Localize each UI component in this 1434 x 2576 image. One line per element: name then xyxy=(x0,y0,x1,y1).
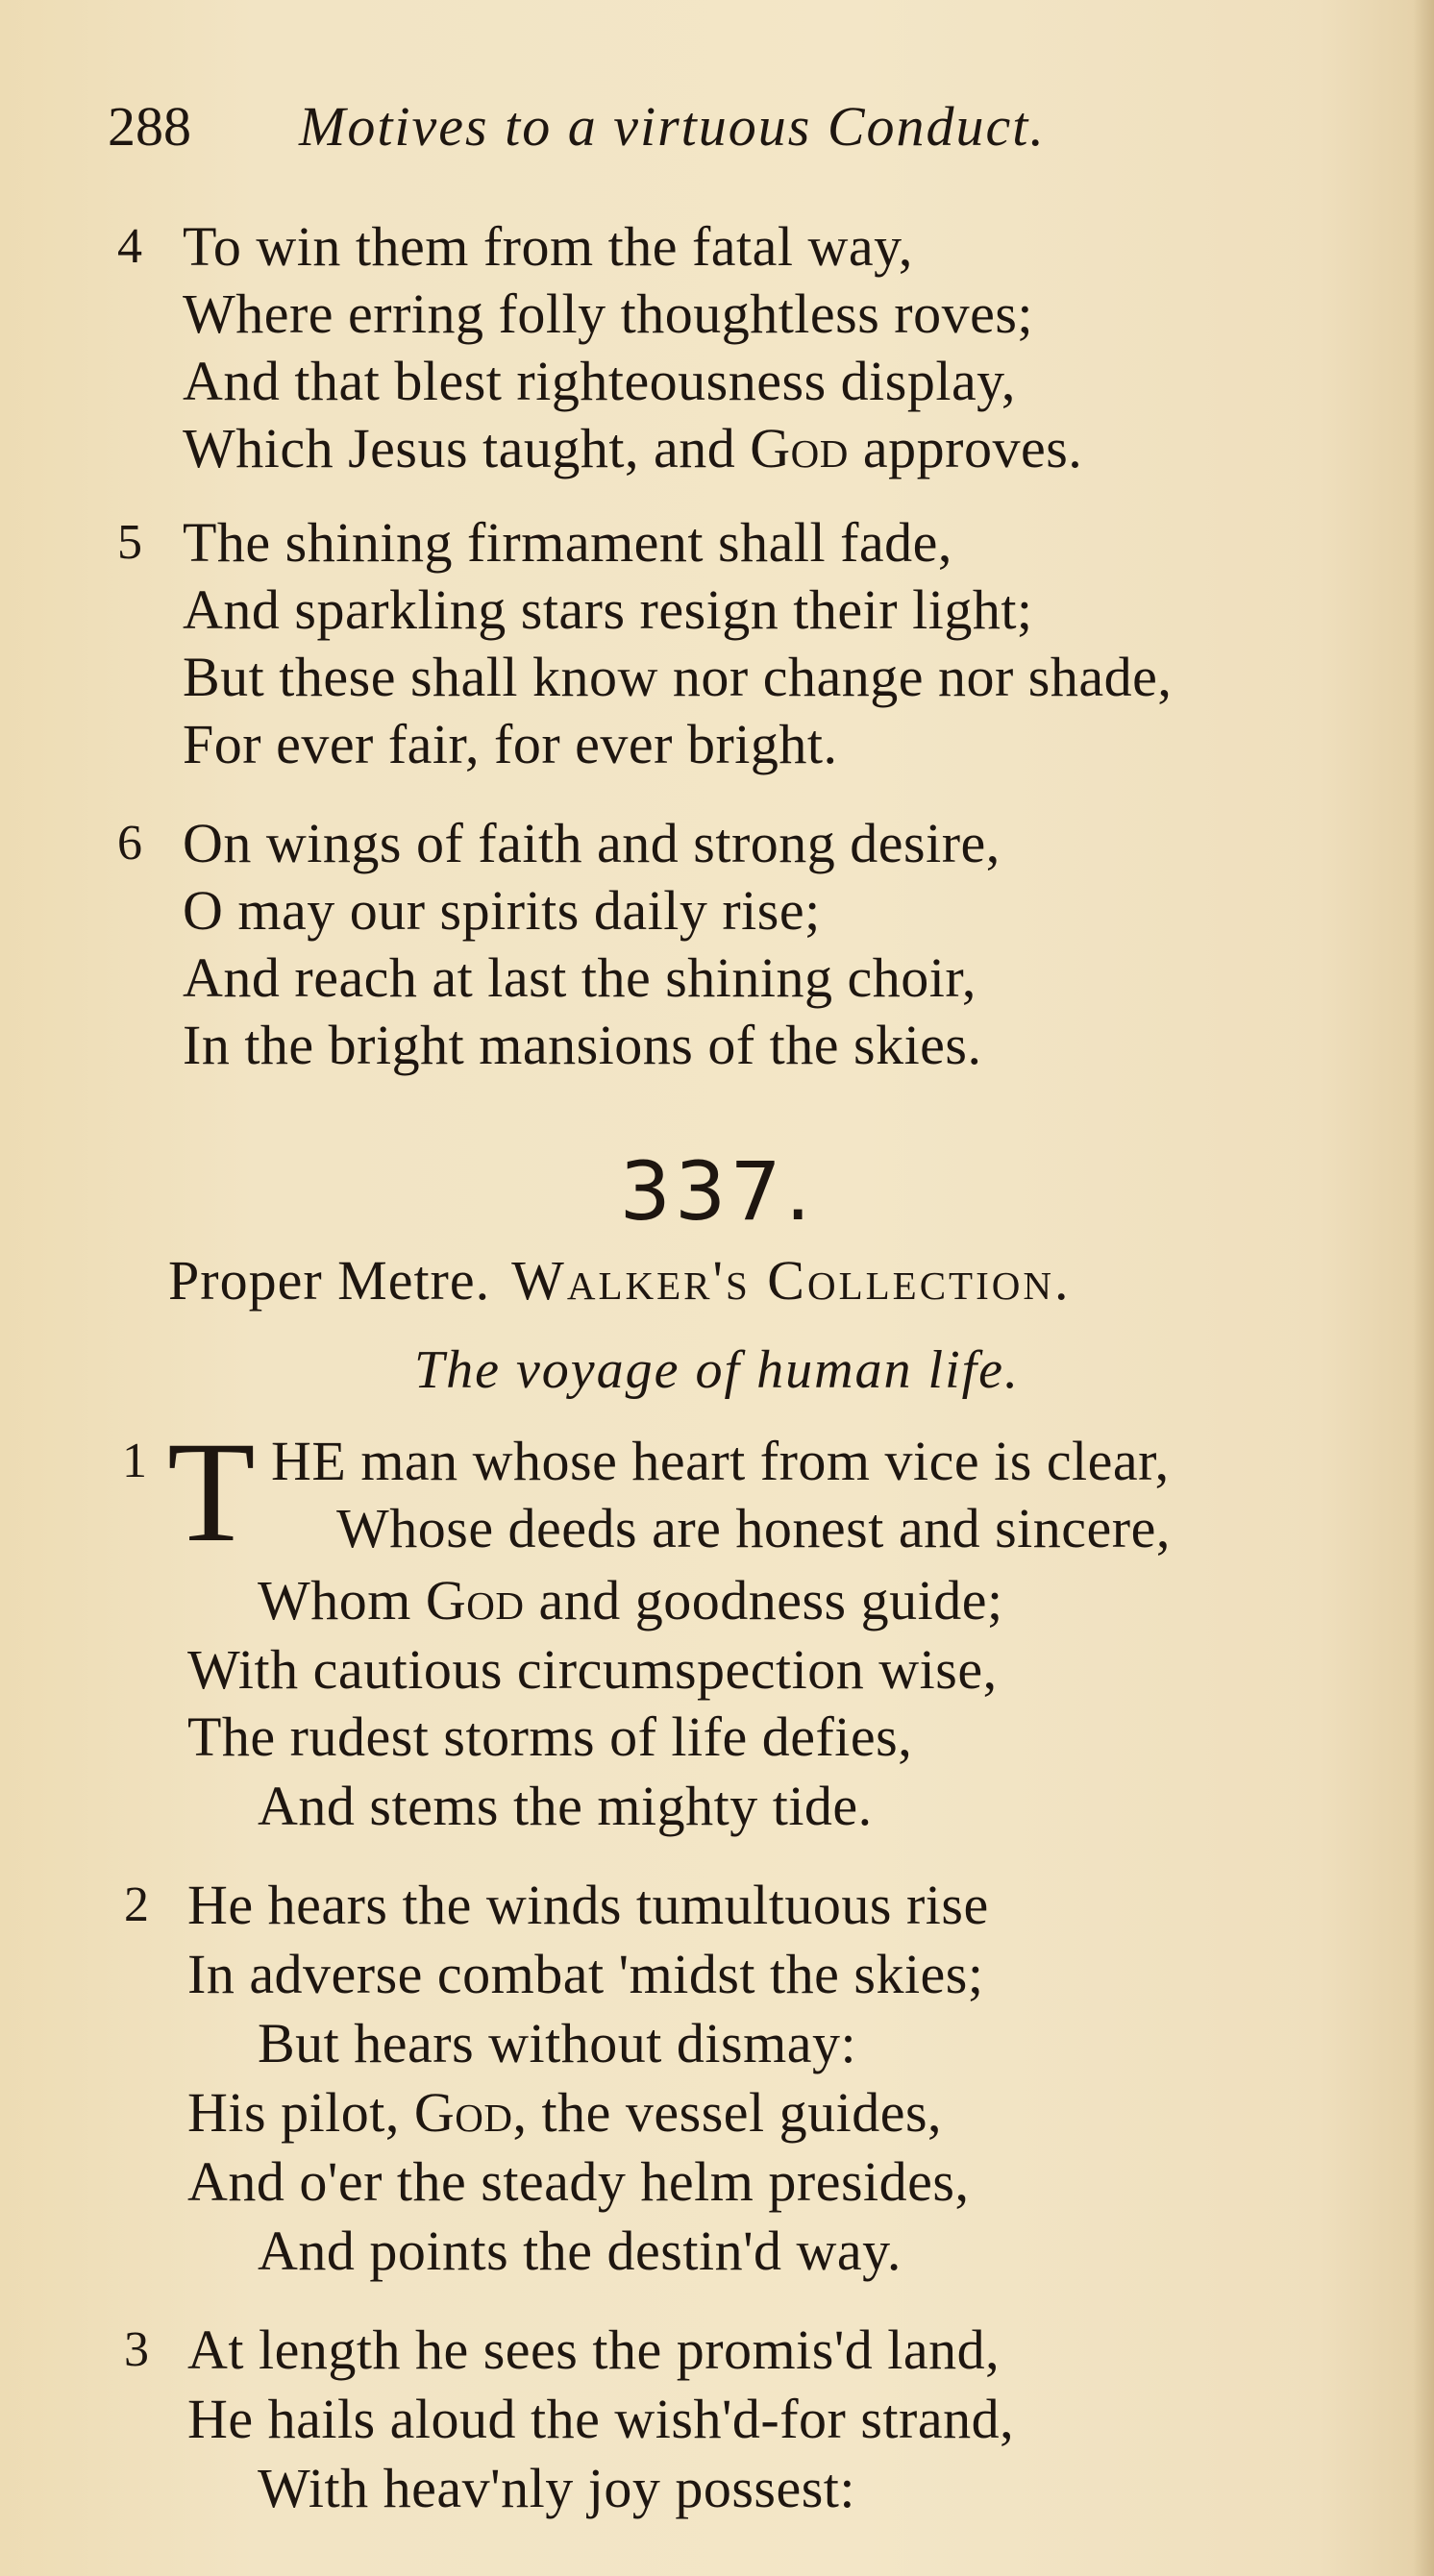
verse-line: The rudest storms of life defies, xyxy=(187,1705,913,1768)
verse-text: approves. xyxy=(862,417,1083,479)
verse-text: Which Jesus taught, and xyxy=(183,417,736,479)
verse-line: With heav'nly joy possest: xyxy=(258,2457,855,2519)
verse-text: Whom xyxy=(258,1569,411,1631)
verse-number: 1 xyxy=(122,1434,147,1488)
hymn-subtitle: The voyage of human life. xyxy=(413,1340,1021,1400)
metre: Proper Metre. xyxy=(168,1249,491,1312)
divine-name: God xyxy=(413,2081,513,2144)
verse-line xyxy=(183,415,1082,482)
drop-cap: T xyxy=(167,1412,256,1572)
verse-line: But these shall know nor change nor shade, xyxy=(183,646,1173,708)
verse-number: 2 xyxy=(124,1877,149,1932)
page-number: 288 xyxy=(108,95,191,158)
verse-text: and goodness guide; xyxy=(538,1569,1003,1631)
verse-number: 6 xyxy=(117,816,142,871)
page-edge-shadow xyxy=(1413,0,1434,2576)
verse-line: And reach at last the shining choir, xyxy=(183,946,977,1009)
verse-line: At length he sees the promis'd land, xyxy=(187,2318,1001,2381)
verse-number: 3 xyxy=(124,2322,149,2377)
verse-text: His pilot, xyxy=(187,2081,400,2144)
verse-number: 5 xyxy=(117,515,142,570)
verse-line: And points the destin'd way. xyxy=(258,2220,902,2282)
metre-line xyxy=(168,1246,1071,1315)
verse-line: In adverse combat 'midst the skies; xyxy=(187,1943,984,2005)
verse-line: And sparkling stars resign their light; xyxy=(183,578,1033,641)
verse-number: 4 xyxy=(117,219,142,274)
collection-attribution: Walker's Collection. xyxy=(511,1249,1072,1312)
verse-line: With cautious circumspection wise, xyxy=(187,1638,998,1701)
verse-line: But hears without dismay: xyxy=(258,2012,857,2074)
divine-name: God xyxy=(750,417,849,479)
running-title: Motives to a virtuous Conduct. xyxy=(299,95,1046,158)
verse-line xyxy=(258,1567,1003,1634)
verse-line: And that blest righteousness display, xyxy=(183,350,1016,412)
verse-line: In the bright mansions of the skies. xyxy=(183,1014,982,1076)
verse-line: HE man whose heart from vice is clear, xyxy=(271,1430,1170,1492)
verse-line: Where erring folly thoughtless roves; xyxy=(183,282,1034,345)
verse-line xyxy=(187,2079,942,2147)
verse-line: O may our spirits daily rise; xyxy=(183,879,821,942)
divine-name: God xyxy=(425,1569,525,1631)
verse-line: For ever fair, for ever bright. xyxy=(183,713,838,775)
verse-line: Whose deeds are honest and sincere, xyxy=(336,1497,1171,1559)
verse-line: On wings of faith and strong desire, xyxy=(183,812,1001,874)
hymn-number: 337. xyxy=(619,1144,815,1239)
verse-text: , the vessel guides, xyxy=(512,2081,943,2144)
verse-line: To win them from the fatal way, xyxy=(183,215,913,278)
verse-line: He hails aloud the wish'd-for strand, xyxy=(187,2388,1015,2450)
running-header xyxy=(108,88,1046,165)
verse-line: He hears the winds tumultuous rise xyxy=(187,1874,989,1936)
verse-line: And stems the mighty tide. xyxy=(258,1775,873,1837)
verse-line: And o'er the steady helm presides, xyxy=(187,2150,970,2213)
verse-line: The shining firmament shall fade, xyxy=(183,511,952,574)
